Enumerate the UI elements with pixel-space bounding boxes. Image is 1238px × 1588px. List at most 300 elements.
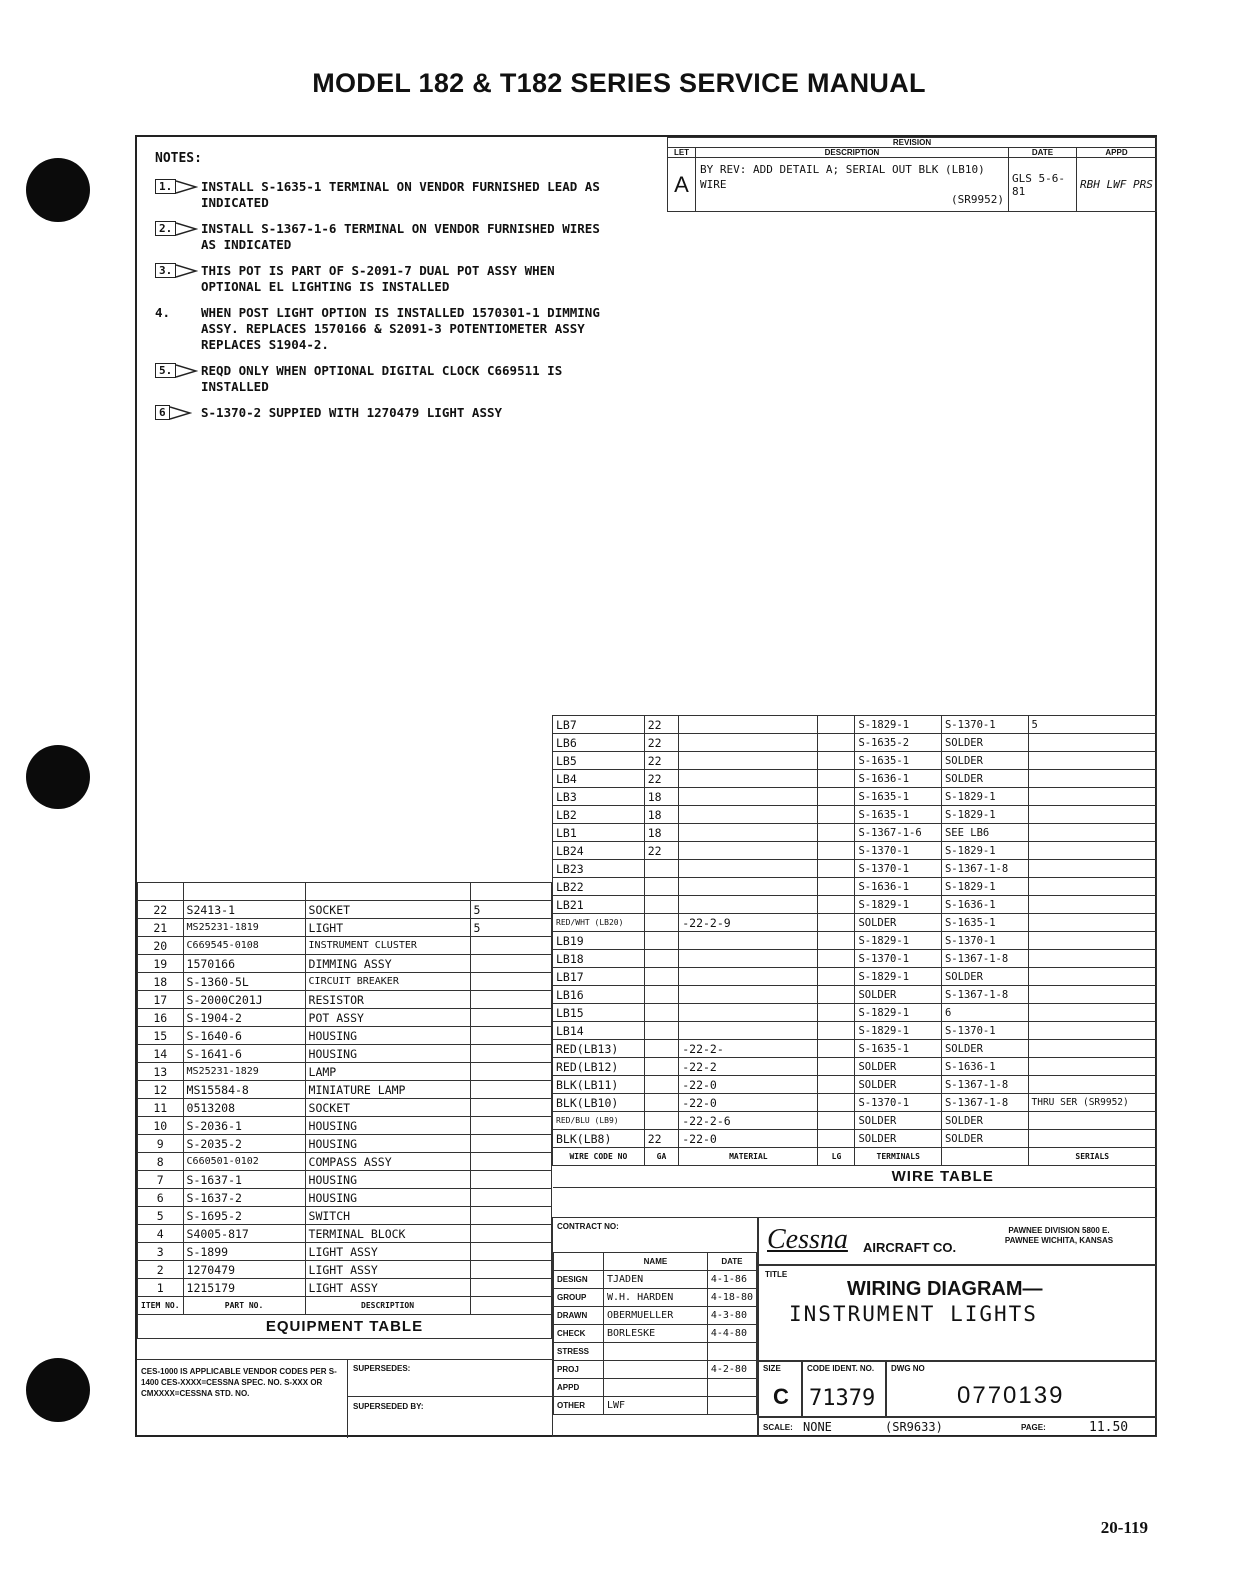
equipment-row: [138, 1243, 552, 1261]
wire-cell: [818, 986, 855, 1004]
equipment-cell: HOUSING: [305, 1189, 470, 1207]
wire-row: [553, 716, 1157, 734]
binder-hole: [26, 158, 90, 222]
wire-cell: SOLDER: [855, 1130, 942, 1148]
wire-cell: 5: [1028, 716, 1156, 734]
equipment-cell: TERMINAL BLOCK: [305, 1225, 470, 1243]
equipment-cell: 5: [470, 901, 551, 919]
wire-cell: [1028, 734, 1156, 752]
code-ident-value: 71379: [809, 1386, 876, 1411]
wire-row: [553, 932, 1157, 950]
equipment-cell: 5: [138, 1207, 184, 1225]
equipment-cell: RESISTOR: [305, 991, 470, 1009]
equipment-cell: [470, 1099, 551, 1117]
signoff-role: DRAWN: [554, 1307, 604, 1325]
signoff-name: [604, 1379, 708, 1397]
equipment-row: [138, 1009, 552, 1027]
equipment-cell: [470, 973, 551, 991]
signoff-name: [604, 1361, 708, 1379]
wire-header: MATERIAL: [679, 1148, 818, 1166]
wire-cell: [679, 1022, 818, 1040]
wire-cell: S-1370-1: [941, 932, 1028, 950]
equipment-cell: 2: [138, 1261, 184, 1279]
contract-label: CONTRACT NO:: [557, 1222, 619, 1231]
equipment-cell: LAMP: [305, 1063, 470, 1081]
wire-cell: LB23: [553, 860, 645, 878]
equipment-cell: 3: [138, 1243, 184, 1261]
wire-cell: SOLDER: [941, 1130, 1028, 1148]
equipment-cell: 17: [138, 991, 184, 1009]
wire-cell: LB21: [553, 896, 645, 914]
equipment-cell: HOUSING: [305, 1027, 470, 1045]
drawing-number-label: DWG NO: [891, 1364, 925, 1373]
wire-cell: [818, 788, 855, 806]
wire-cell: [679, 716, 818, 734]
wire-cell: S-1370-1: [941, 1022, 1028, 1040]
wire-cell: S-1829-1: [855, 932, 942, 950]
wire-cell: S-1635-2: [855, 734, 942, 752]
size-label: SIZE: [763, 1364, 781, 1373]
wire-row: [553, 968, 1157, 986]
wire-cell: [1028, 752, 1156, 770]
wire-cell: LB16: [553, 986, 645, 1004]
wire-cell: [644, 914, 679, 932]
wire-cell: [818, 1022, 855, 1040]
wire-cell: [818, 932, 855, 950]
wire-cell: LB14: [553, 1022, 645, 1040]
equipment-row: [138, 1189, 552, 1207]
wire-cell: S-1367-1-8: [941, 860, 1028, 878]
wire-cell: -22-2: [679, 1058, 818, 1076]
wire-cell: [818, 878, 855, 896]
wire-cell: [1028, 1022, 1156, 1040]
wire-cell: S-1829-1: [855, 1004, 942, 1022]
wire-cell: [818, 860, 855, 878]
wire-cell: SOLDER: [855, 1076, 942, 1094]
equipment-cell: [470, 991, 551, 1009]
equipment-cell: [470, 937, 551, 955]
wire-cell: -22-0: [679, 1130, 818, 1148]
wire-cell: S-1636-1: [941, 896, 1028, 914]
wire-header: SERIALS: [1028, 1148, 1156, 1166]
equipment-cell: S-1641-6: [183, 1045, 305, 1063]
wire-cell: [679, 752, 818, 770]
equipment-row: [138, 1081, 552, 1099]
equipment-row: [138, 991, 552, 1009]
wire-cell: [818, 734, 855, 752]
wire-cell: BLK(LB8): [553, 1130, 645, 1148]
wire-cell: [644, 1004, 679, 1022]
wire-cell: [679, 986, 818, 1004]
signoff-name: BORLESKE: [604, 1325, 708, 1343]
wire-row: [553, 986, 1157, 1004]
equipment-cell: 19: [138, 955, 184, 973]
equipment-cell: S-1904-2: [183, 1009, 305, 1027]
signoff-date: [707, 1379, 756, 1397]
equipment-row: [138, 901, 552, 919]
wire-cell: RED(LB13): [553, 1040, 645, 1058]
equipment-cell: S4005-817: [183, 1225, 305, 1243]
wire-cell: SOLDER: [941, 770, 1028, 788]
wire-cell: [1028, 770, 1156, 788]
wire-cell: SOLDER: [941, 734, 1028, 752]
equipment-cell: POT ASSY: [305, 1009, 470, 1027]
wire-cell: [818, 1112, 855, 1130]
signoff-name: [604, 1343, 708, 1361]
note-flag-icon: [155, 363, 198, 378]
signoff-role: APPD: [554, 1379, 604, 1397]
wire-cell: -22-0: [679, 1094, 818, 1112]
wire-cell: [1028, 896, 1156, 914]
wire-cell: S-1635-1: [855, 1040, 942, 1058]
date-header: DATE: [707, 1253, 756, 1271]
wire-row: [553, 752, 1157, 770]
equipment-cell: S-2000C201J: [183, 991, 305, 1009]
signoff-date: 4-2-80: [707, 1361, 756, 1379]
signoff-role: OTHER: [554, 1397, 604, 1415]
revision-ref: (SR9952): [951, 193, 1004, 206]
wire-cell: [644, 1022, 679, 1040]
equipment-header: DESCRIPTION: [305, 1297, 470, 1315]
equipment-cell: [470, 1027, 551, 1045]
equipment-cell: INSTRUMENT CLUSTER: [305, 937, 470, 955]
equipment-cell: 9: [138, 1135, 184, 1153]
revision-header: LET: [668, 148, 696, 158]
equipment-row: [138, 1153, 552, 1171]
wire-cell: 18: [644, 788, 679, 806]
equipment-row: [138, 955, 552, 973]
wire-cell: RED/BLU (LB9): [553, 1112, 645, 1130]
equipment-row: [138, 1225, 552, 1243]
equipment-cell: 7: [138, 1171, 184, 1189]
signoff-row: [554, 1325, 757, 1343]
equipment-cell: SWITCH: [305, 1207, 470, 1225]
equipment-row: [138, 937, 552, 955]
wire-cell: LB1: [553, 824, 645, 842]
wire-cell: [644, 878, 679, 896]
equipment-cell: [470, 1135, 551, 1153]
scale-label: SCALE:: [763, 1423, 793, 1432]
equipment-cell: 0513208: [183, 1099, 305, 1117]
equipment-cell: HOUSING: [305, 1171, 470, 1189]
wire-cell: LB19: [553, 932, 645, 950]
equipment-cell: MINIATURE LAMP: [305, 1081, 470, 1099]
equipment-cell: 5: [470, 919, 551, 937]
signoff-name: OBERMUELLER: [604, 1307, 708, 1325]
title-field: [758, 1265, 1157, 1361]
signoff-date: [707, 1343, 756, 1361]
note-marker: 3.: [155, 263, 176, 278]
name-header: NAME: [604, 1253, 708, 1271]
drawing-title: WIRING DIAGRAM—: [847, 1278, 1043, 1300]
wire-cell: [1028, 806, 1156, 824]
wire-cell: LB3: [553, 788, 645, 806]
signoff-role: GROUP: [554, 1289, 604, 1307]
page-value: 11.50: [1089, 1420, 1129, 1435]
revision-header: APPD: [1077, 148, 1157, 158]
wire-cell: [818, 716, 855, 734]
note-text: INSTALL S-1367-1-6 TERMINAL ON VENDOR FURNISHED WIRES AS INDICATED: [201, 221, 600, 252]
wire-cell: [818, 896, 855, 914]
company-block: [758, 1217, 1157, 1265]
wire-row: [553, 878, 1157, 896]
wire-cell: S-1370-1: [855, 842, 942, 860]
wire-cell: S-1829-1: [941, 878, 1028, 896]
equipment-cell: S-1695-2: [183, 1207, 305, 1225]
wire-cell: [818, 968, 855, 986]
title-block: [552, 1217, 1157, 1437]
scale-page-row: [758, 1417, 1157, 1437]
wire-cell: [679, 770, 818, 788]
equipment-header: PART NO.: [183, 1297, 305, 1315]
wire-cell: [818, 1040, 855, 1058]
revision-table: [667, 137, 1157, 212]
wire-cell: S-1370-1: [855, 860, 942, 878]
wire-cell: [818, 770, 855, 788]
page-header: MODEL 182 & T182 SERIES SERVICE MANUAL: [312, 68, 926, 98]
note-flag-icon: [155, 405, 192, 420]
revision-header: DATE: [1009, 148, 1077, 158]
wire-cell: [1028, 1130, 1156, 1148]
wire-cell: [1028, 824, 1156, 842]
equipment-cell: [470, 1153, 551, 1171]
signoff-row: [554, 1379, 757, 1397]
wire-cell: [679, 860, 818, 878]
drawing-number-field: [886, 1361, 1157, 1417]
signoff-role: DESIGN: [554, 1271, 604, 1289]
wire-cell: SOLDER: [855, 986, 942, 1004]
wire-cell: S-1636-1: [855, 878, 942, 896]
wire-cell: [1028, 914, 1156, 932]
wire-cell: -22-2-6: [679, 1112, 818, 1130]
wire-row: [553, 842, 1157, 860]
equipment-cell: 12: [138, 1081, 184, 1099]
wire-cell: S-1367-1-8: [941, 986, 1028, 1004]
note-text: S-1370-2 SUPPIED WITH 1270479 LIGHT ASSY: [201, 405, 503, 420]
wire-cell: [644, 896, 679, 914]
note-marker: 2.: [155, 221, 176, 236]
wire-cell: [1028, 1040, 1156, 1058]
revision-date: GLS 5-6-81: [1009, 158, 1077, 212]
wire-cell: [679, 878, 818, 896]
wire-cell: -22-0: [679, 1076, 818, 1094]
signoff-row: [554, 1397, 757, 1415]
equipment-cell: 22: [138, 901, 184, 919]
signoff-name: LWF: [604, 1397, 708, 1415]
wire-cell: [644, 860, 679, 878]
notes-title: NOTES:: [155, 151, 202, 166]
wire-cell: LB18: [553, 950, 645, 968]
equipment-cell: COMPASS ASSY: [305, 1153, 470, 1171]
equipment-cell: S-1637-1: [183, 1171, 305, 1189]
wire-cell: [679, 968, 818, 986]
wire-cell: [679, 806, 818, 824]
wire-cell: S-1829-1: [941, 842, 1028, 860]
wire-row: [553, 1112, 1157, 1130]
wire-cell: LB22: [553, 878, 645, 896]
wire-header: WIRE CODE NO: [553, 1148, 645, 1166]
signoff-block: [552, 1217, 758, 1437]
note-item: [155, 363, 655, 395]
note-marker: 6: [155, 405, 170, 420]
wire-cell: S-1829-1: [855, 1022, 942, 1040]
company-logo: Cessna: [767, 1224, 848, 1255]
wire-cell: [679, 932, 818, 950]
equipment-cell: HOUSING: [305, 1045, 470, 1063]
wire-cell: [644, 1094, 679, 1112]
wire-cell: [644, 1076, 679, 1094]
note-item: [155, 405, 655, 421]
spec-notes-block: [137, 1359, 552, 1437]
wire-cell: S-1635-1: [855, 788, 942, 806]
equipment-cell: HOUSING: [305, 1117, 470, 1135]
supersedes-label: SUPERSEDES:: [353, 1364, 411, 1373]
wire-row: [553, 914, 1157, 932]
equipment-row: [138, 919, 552, 937]
equipment-row: [138, 1261, 552, 1279]
equipment-cell: [183, 883, 305, 901]
binder-hole: [26, 1358, 90, 1422]
equipment-row: [138, 1171, 552, 1189]
wire-cell: [1028, 950, 1156, 968]
wire-header: [941, 1148, 1028, 1166]
equipment-cell: SOCKET: [305, 1099, 470, 1117]
equipment-cell: [470, 1117, 551, 1135]
wire-cell: SOLDER: [855, 1058, 942, 1076]
wire-cell: 18: [644, 806, 679, 824]
wire-cell: [818, 950, 855, 968]
wire-cell: SEE LB6: [941, 824, 1028, 842]
wire-cell: [818, 752, 855, 770]
wire-row: [553, 1022, 1157, 1040]
equipment-header: ITEM NO.: [138, 1297, 184, 1315]
wire-header: GA: [644, 1148, 679, 1166]
wire-cell: S-1370-1: [941, 716, 1028, 734]
equipment-cell: [470, 1171, 551, 1189]
wire-row: [553, 1130, 1157, 1148]
wire-cell: [679, 824, 818, 842]
revision-description: BY REV: ADD DETAIL A; SERIAL OUT BLK (LB10) WIRE: [700, 163, 985, 191]
equipment-cell: 11: [138, 1099, 184, 1117]
wire-cell: S-1367-1-8: [941, 950, 1028, 968]
wire-cell: S-1367-1-6: [855, 824, 942, 842]
equipment-row: [138, 883, 552, 901]
wire-cell: [818, 914, 855, 932]
wire-cell: [1028, 842, 1156, 860]
note-item: [155, 263, 655, 295]
equipment-table: [137, 882, 552, 1339]
equipment-cell: 4: [138, 1225, 184, 1243]
scale-ref: (SR9633): [885, 1420, 943, 1434]
wire-cell: S-1367-1-8: [941, 1076, 1028, 1094]
wire-row: [553, 788, 1157, 806]
equipment-cell: [470, 1225, 551, 1243]
company-suffix: AIRCRAFT CO.: [863, 1240, 957, 1255]
wire-cell: S-1829-1: [941, 788, 1028, 806]
wire-cell: THRU SER (SR9952): [1028, 1094, 1156, 1112]
equipment-row: [138, 1063, 552, 1081]
equipment-cell: [138, 883, 184, 901]
wire-row: [553, 770, 1157, 788]
wire-cell: [679, 896, 818, 914]
wire-cell: S-1829-1: [941, 806, 1028, 824]
wire-cell: 22: [644, 1130, 679, 1148]
equipment-cell: MS15584-8: [183, 1081, 305, 1099]
wire-cell: 6: [941, 1004, 1028, 1022]
equipment-cell: 13: [138, 1063, 184, 1081]
wire-cell: S-1635-1: [855, 752, 942, 770]
equipment-header: [470, 1297, 551, 1315]
wire-row: [553, 806, 1157, 824]
drawing-frame: [135, 135, 1157, 1437]
equipment-cell: [470, 1189, 551, 1207]
signoff-role: CHECK: [554, 1325, 604, 1343]
wire-cell: SOLDER: [941, 1040, 1028, 1058]
wire-cell: SOLDER: [941, 1112, 1028, 1130]
wire-cell: LB17: [553, 968, 645, 986]
wire-cell: [1028, 968, 1156, 986]
wire-cell: [644, 986, 679, 1004]
page-label: PAGE:: [1021, 1423, 1046, 1432]
wire-cell: [1028, 1004, 1156, 1022]
equipment-cell: 1: [138, 1279, 184, 1297]
equipment-table-title: EQUIPMENT TABLE: [138, 1315, 552, 1339]
wire-row: [553, 1004, 1157, 1022]
equipment-cell: S-1637-2: [183, 1189, 305, 1207]
equipment-cell: S-1640-6: [183, 1027, 305, 1045]
signoff-row: [554, 1343, 757, 1361]
wire-cell: LB4: [553, 770, 645, 788]
wire-cell: S-1635-1: [941, 914, 1028, 932]
signoff-name: TJADEN: [604, 1271, 708, 1289]
equipment-cell: [470, 1243, 551, 1261]
note-text: INSTALL S-1635-1 TERMINAL ON VENDOR FURNISHED LEAD AS INDICATED: [201, 179, 600, 210]
equipment-cell: SOCKET: [305, 901, 470, 919]
wire-cell: LB5: [553, 752, 645, 770]
wire-cell: [1028, 1076, 1156, 1094]
revision-letter: A: [668, 158, 696, 212]
note-text: WHEN POST LIGHT OPTION IS INSTALLED 1570301-1 DIMMING ASSY. REPLACES 1570166 & S2091-3 POTENTIOMETER ASSY REPLACES S1904-2.: [201, 305, 600, 352]
wire-cell: [644, 968, 679, 986]
equipment-cell: 6: [138, 1189, 184, 1207]
wire-row: [553, 896, 1157, 914]
title-label: TITLE: [765, 1270, 788, 1279]
note-marker: 1.: [155, 179, 176, 194]
wire-cell: 22: [644, 770, 679, 788]
wire-cell: [1028, 932, 1156, 950]
division-address: PAWNEE DIVISION 5800 E. PAWNEE WICHITA, KANSAS: [1004, 1226, 1114, 1245]
wire-cell: SOLDER: [855, 914, 942, 932]
equipment-row: [138, 1207, 552, 1225]
equipment-cell: LIGHT: [305, 919, 470, 937]
equipment-cell: 15: [138, 1027, 184, 1045]
wire-cell: BLK(LB10): [553, 1094, 645, 1112]
wire-table-title: WIRE TABLE: [553, 1166, 1157, 1188]
note-item: [155, 221, 655, 253]
wire-cell: 22: [644, 716, 679, 734]
wire-row: [553, 1040, 1157, 1058]
equipment-cell: LIGHT ASSY: [305, 1243, 470, 1261]
wire-cell: [679, 950, 818, 968]
equipment-cell: 20: [138, 937, 184, 955]
wire-cell: S-1370-1: [855, 950, 942, 968]
wire-cell: [679, 1004, 818, 1022]
wire-header: TERMINALS: [855, 1148, 942, 1166]
revision-approval: RBH LWF PRS: [1077, 158, 1157, 212]
equipment-cell: [470, 1045, 551, 1063]
signoff-date: 4-4-80: [707, 1325, 756, 1343]
wire-cell: S-1370-1: [855, 1094, 942, 1112]
